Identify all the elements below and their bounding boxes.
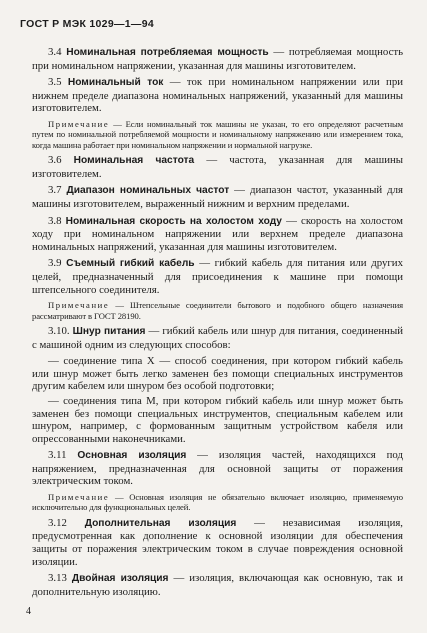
clause-3-6	[32, 154, 403, 180]
clause-text: — гибкий кабель или шнур для питания, соединенный с машиной одним из следующих способов:	[32, 324, 403, 351]
clause-number: 3.7	[48, 184, 62, 197]
page-number: 4	[26, 606, 31, 617]
clause-3-10-type-x: — соединение типа Х — способ соединения, при котором гибкий кабель или шнур может быть легко заменен без помощи специальных инструментов другим кабелем или шнуром без особой подготовки;	[32, 355, 403, 393]
clause-term: Двойная изоляция	[71, 573, 169, 585]
note-label: Примечание	[48, 118, 110, 129]
clause-text: — гибкий кабель для питания или других целей, предназначенный для присоединения к машине при помощи штепсельного соединителя.	[32, 257, 403, 296]
clause-text: — частота, указанная для машины изготовителем.	[32, 154, 404, 180]
clause-3-4	[32, 46, 403, 72]
clause-number: 3.11	[48, 449, 67, 462]
clause-3-7	[32, 184, 403, 210]
note-text: — Штепсельные соединители бытового и подобного общего назначения рассматривают в ГОСТ 28190.	[32, 300, 403, 321]
clause-3-10	[32, 325, 403, 351]
clause-3-5	[32, 76, 403, 115]
clause-number: 3.12	[48, 516, 67, 529]
clause-term: Основная изоляция	[77, 450, 187, 462]
clause-term: Дополнительная изоляция	[84, 517, 237, 529]
clause-term: Съемный гибкий кабель	[66, 258, 195, 270]
clause-term: Номинальная скорость на холостом ходу	[65, 215, 282, 227]
clause-number: 3.13	[48, 572, 67, 585]
clause-number: 3.4	[48, 46, 62, 58]
clause-3-8	[32, 215, 403, 254]
clause-number: 3.8	[48, 214, 62, 227]
document-body	[32, 46, 403, 602]
clause-3-9	[32, 257, 403, 296]
note-text: — Если номинальный ток машины не указан, то его определяют расчетным путем по номинальной потребляемой мощности и номинальному напряжению или измерением тока, когда машина работает при номинальном напряжении и нормальной нагрузке.	[32, 118, 403, 150]
clause-term: Диапазон номинальных частот	[66, 185, 230, 197]
note-1	[32, 119, 403, 150]
clause-3-10-type-m: — соединения типа М, при котором гибкий кабель или шнур может быть заменен без помощи специальных инструментов, специальным кабелем или шнуром, например, с формованным защитным устройством кабеля или опрессованными наконечниками.	[32, 394, 403, 445]
clause-number: 3.6	[48, 154, 62, 167]
clause-3-12	[32, 517, 403, 568]
clause-text: — ток при номинальном напряжении или при нижнем пределе диапазона номинальных напряжений, указанный для машины изготовителем.	[32, 76, 404, 115]
clause-number: 3.10.	[48, 324, 70, 337]
clause-term: Номинальная потребляемая мощность	[66, 47, 269, 58]
clause-text: — потребляемая мощность при номинальном напряжении, указанная для машины изготовителем.	[32, 46, 404, 72]
clause-text: — скорость на холостом ходу при номинальном напряжении или верхнем пределе диапазона номинальных напряжений, указанная для машины изготовителем.	[32, 214, 403, 253]
clause-3-11	[32, 449, 403, 488]
note-text: — Основная изоляция не обязательно включает изоляцию, применяемую исключительно для функциональных целей.	[32, 492, 403, 513]
note-label: Примечание	[48, 300, 110, 311]
clause-term: Номинальная частота	[73, 155, 195, 167]
note-2	[32, 300, 403, 321]
note-3	[32, 492, 403, 513]
clause-text: — изоляция, включающая как основную, так и дополнительную изоляцию.	[32, 572, 403, 598]
clause-text: — независимая изоляция, предусмотренная как дополнение к основной изоляции для обеспечения защиты от поражения электрическим током в случае повреждения основной изоляции.	[32, 516, 404, 568]
clause-3-13	[32, 572, 403, 598]
clause-text: — диапазон частот, указанный для машины изготовителем, выраженный нижним и верхним пределами.	[32, 184, 403, 210]
clause-term: Шнур питания	[72, 325, 146, 337]
page-header: ГОСТ Р МЭК 1029—1—94	[20, 18, 154, 30]
note-label: Примечание	[48, 492, 110, 503]
clause-number: 3.9	[48, 257, 62, 270]
clause-text: — изоляция частей, находящихся под напряжением, предназначенная для основной защиты от поражения электрическим током.	[32, 449, 403, 488]
clause-term: Номинальный ток	[67, 77, 164, 89]
clause-number: 3.5	[48, 76, 62, 89]
